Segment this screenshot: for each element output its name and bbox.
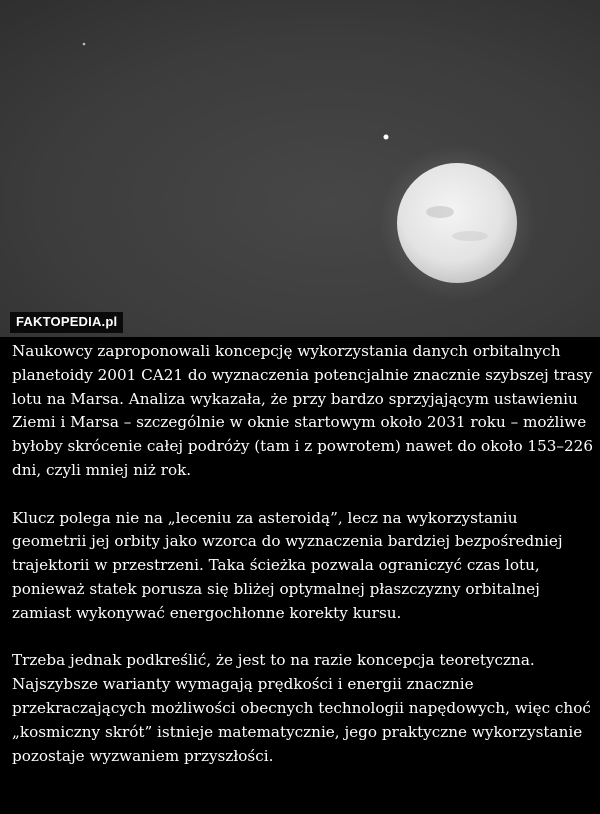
space-photo (0, 0, 600, 337)
planet-surface-marking (426, 206, 454, 218)
paragraph: Naukowcy zaproponowali koncepcję wykorzystania danych orbitalnych planetoidy 2001 CA21 do wyznaczenia potencjalnie znacznie szybszej trasy lotu na Marsa. Analiza wykazała, że przy bardzo sprzyjającym ustawieniu Ziemi i Marsa – szczególnie w oknie startowym około 2031 roku – możliwe byłoby skrócenie całej podróży (tam i z powrotem) nawet do około 153–226 dni, czyli mniej niż rok. (12, 342, 594, 479)
mars-telescope-image (0, 0, 600, 337)
planet-surface-marking (452, 231, 488, 241)
mars-planet (397, 163, 517, 283)
watermark-logo: FAKTOPEDIA.pl (10, 312, 123, 333)
paragraph: Trzeba jednak podkreślić, że jest to na razie koncepcja teoretyczna. Najszybsze warianty wymagają prędkości i energii znacznie przekraczających możliwości obecnych technologii napędowych, więc choć „kosmiczny skrót” istnieje matematycznie, jego praktyczne wykorzystanie pozostaje wyzwaniem przyszłości. (12, 651, 591, 765)
caption-text (12, 340, 594, 768)
moon-dot (384, 135, 389, 140)
star-dot (83, 43, 86, 46)
paragraph: Klucz polega nie na „leceniu za asteroidą”, lecz na wykorzystaniu geometrii jej orbity jako wzorca do wyznaczenia bardziej bezpośredniej trajektorii w przestrzeni. Taka ścieżka pozwala ograniczyć czas lotu, ponieważ statek porusza się bliżej optymalnej płaszczyzny orbitalnej zamiast wykonywać energochłonne korekty kursu. (12, 508, 563, 622)
